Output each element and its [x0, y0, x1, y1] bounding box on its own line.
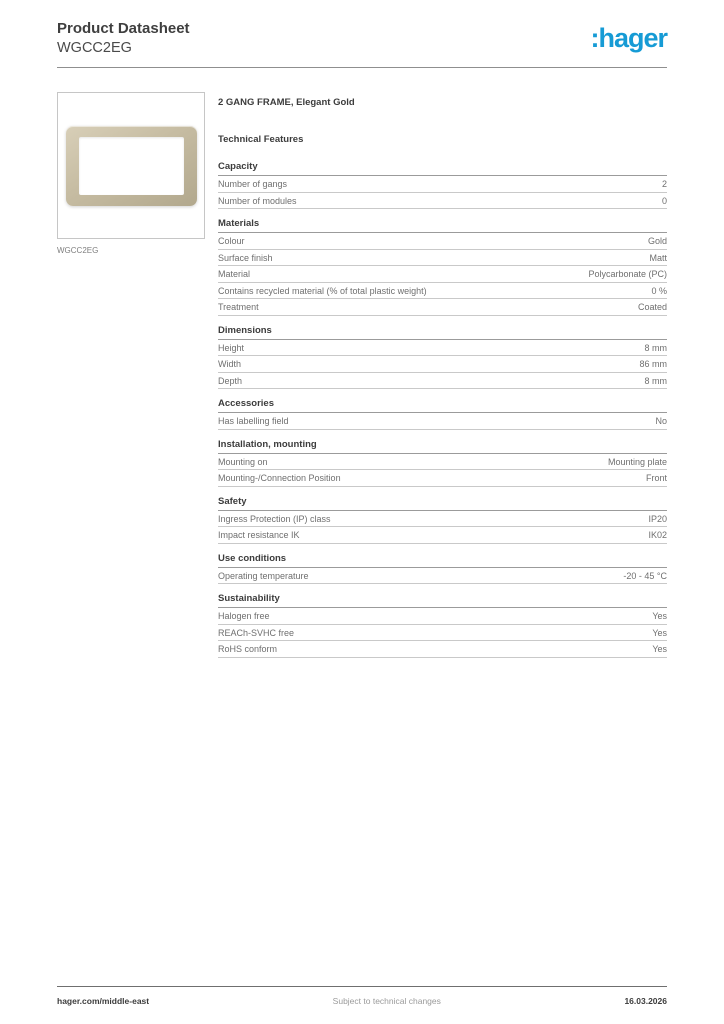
technical-features-title: Technical Features: [218, 134, 304, 146]
spec-row: [218, 373, 667, 390]
spec-row: [218, 608, 667, 625]
section-title: Installation, mounting: [218, 439, 667, 454]
section-sustainability: [218, 593, 667, 658]
section-title: Dimensions: [218, 325, 667, 340]
spec-value: -20 - 45 °C: [623, 570, 667, 581]
spec-label: Width: [218, 359, 242, 370]
spec-value: Gold: [647, 236, 667, 247]
header-divider: [57, 67, 667, 68]
spec-label: Halogen free: [218, 611, 270, 622]
product-image-caption: WGCC2EG: [57, 246, 99, 256]
section-title: Accessories: [218, 398, 667, 413]
spec-label: RoHS conform: [218, 644, 278, 655]
page-title: Product Datasheet: [57, 20, 190, 37]
gold-frame-graphic: [66, 126, 197, 206]
footer-website-link[interactable]: hager.com/middle-east: [57, 996, 150, 1006]
spec-row: [218, 176, 667, 193]
section-use-conditions: [218, 553, 667, 585]
spec-row: [218, 233, 667, 250]
spec-label: Impact resistance IK: [218, 530, 300, 541]
spec-label: Surface finish: [218, 252, 273, 263]
section-accessories: [218, 398, 667, 430]
section-title: Sustainability: [218, 593, 667, 608]
page: [57, 0, 667, 667]
spec-row: [218, 454, 667, 471]
spec-label: REACh-SVHC free: [218, 627, 295, 638]
spec-value: 2: [661, 179, 667, 190]
section-title: Safety: [218, 496, 667, 511]
spec-value: IK02: [648, 530, 667, 541]
spec-column: [218, 92, 667, 667]
section-materials: [218, 218, 667, 316]
footer-date: 16.03.2026: [624, 996, 667, 1006]
spec-value: 0: [661, 195, 667, 206]
spec-row: [218, 625, 667, 642]
spec-label: Material: [218, 269, 251, 280]
spec-row: [218, 283, 667, 300]
spec-row: [218, 299, 667, 316]
page-footer: [57, 986, 667, 1006]
spec-row: [218, 470, 667, 487]
section-installation-mounting: [218, 439, 667, 487]
product-image-column: [57, 92, 205, 667]
spec-label: Number of modules: [218, 195, 297, 206]
spec-row: [218, 250, 667, 267]
product-code: WGCC2EG: [57, 40, 132, 56]
hager-logo: :hager: [590, 23, 667, 54]
spec-label: Height: [218, 342, 245, 353]
spec-row: [218, 356, 667, 373]
spec-label: Contains recycled material (% of total plastic weight): [218, 285, 427, 296]
spec-label: Number of gangs: [218, 179, 288, 190]
spec-label: Has labelling field: [218, 416, 289, 427]
spec-label: Mounting-/Connection Position: [218, 473, 341, 484]
spec-label: Ingress Protection (IP) class: [218, 513, 331, 524]
spec-row: [218, 340, 667, 357]
section-dimensions: [218, 325, 667, 390]
spec-row: [218, 266, 667, 283]
spec-label: Mounting on: [218, 456, 268, 467]
header-titles: [57, 20, 190, 57]
section-safety: [218, 496, 667, 544]
main-area: [57, 92, 667, 667]
spec-value: Yes: [652, 627, 667, 638]
spec-value: 0 %: [651, 285, 667, 296]
spec-row: [218, 527, 667, 544]
spec-value: Yes: [652, 644, 667, 655]
spec-value: 8 mm: [644, 375, 667, 386]
spec-value: Mounting plate: [607, 456, 667, 467]
page-header: [57, 0, 667, 57]
section-capacity: [218, 161, 667, 209]
spec-value: 8 mm: [644, 342, 667, 353]
spec-row: [218, 568, 667, 585]
spec-value: IP20: [648, 513, 667, 524]
spec-label: Treatment: [218, 302, 259, 313]
section-title: Capacity: [218, 161, 667, 176]
spec-row: [218, 193, 667, 210]
product-image: [57, 92, 205, 239]
product-name: 2 GANG FRAME, Elegant Gold: [218, 97, 355, 109]
spec-value: Polycarbonate (PC): [588, 269, 667, 280]
footer-note: Subject to technical changes: [332, 996, 441, 1006]
spec-sections: [218, 161, 667, 658]
spec-row: [218, 641, 667, 658]
spec-value: No: [655, 416, 667, 427]
gold-frame-opening: [79, 137, 184, 195]
spec-value: Coated: [637, 302, 667, 313]
spec-label: Operating temperature: [218, 570, 309, 581]
spec-value: 86 mm: [639, 359, 667, 370]
section-title: Use conditions: [218, 553, 667, 568]
spec-row: [218, 413, 667, 430]
spec-value: Matt: [649, 252, 667, 263]
section-title: Materials: [218, 218, 667, 233]
spec-row: [218, 511, 667, 528]
spec-value: Front: [645, 473, 667, 484]
spec-label: Depth: [218, 375, 243, 386]
spec-label: Colour: [218, 236, 245, 247]
spec-value: Yes: [652, 611, 667, 622]
